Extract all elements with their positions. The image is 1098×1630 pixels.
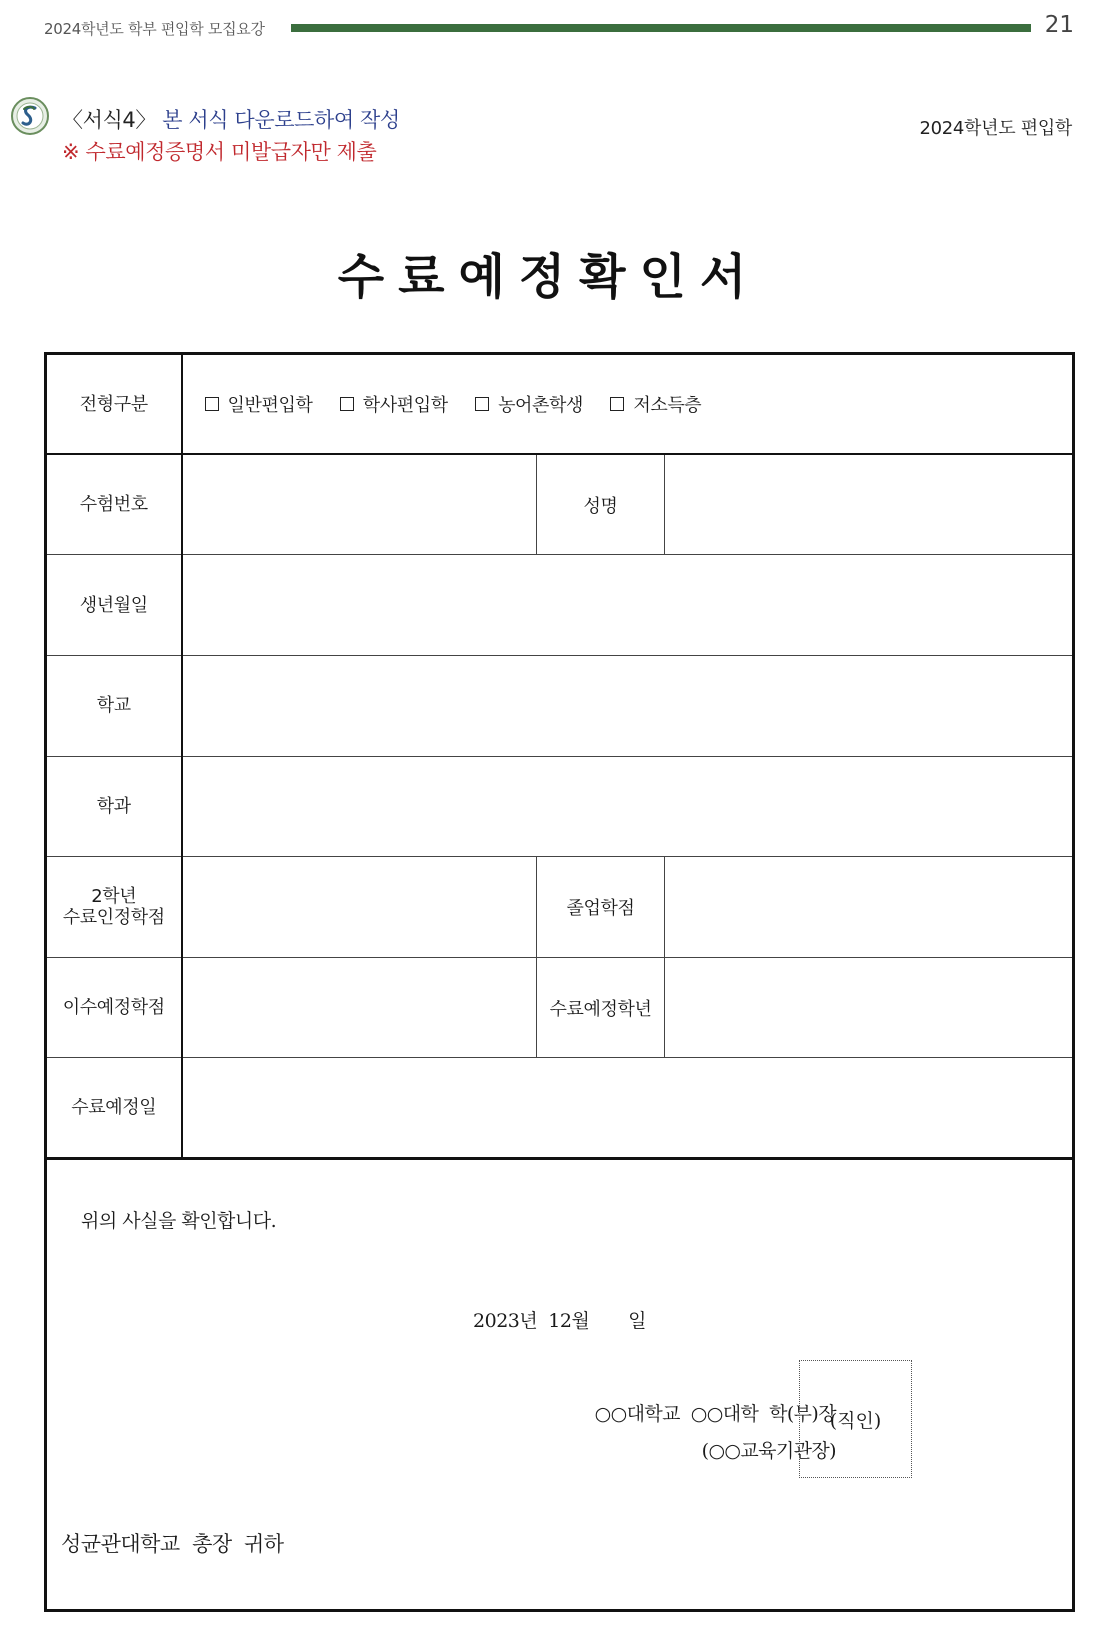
- second-year-credits-label: [46, 857, 182, 958]
- option-label: 저소득층: [633, 395, 702, 417]
- running-header-title: 2024학년도 학부 편입학 모집요강: [44, 20, 265, 38]
- school-label: 학교: [46, 655, 182, 756]
- birth-label: 생년월일: [46, 555, 182, 656]
- form-description: 본 서식 다운로드하여 작성: [162, 108, 400, 132]
- year-label: 2024학년도 편입학: [919, 118, 1072, 139]
- form-number: 〈서식4〉: [62, 108, 156, 132]
- table-row: [46, 957, 1074, 1058]
- category-options: [182, 354, 1074, 455]
- checkbox[interactable]: [205, 397, 219, 411]
- checkbox[interactable]: [475, 397, 489, 411]
- birth-field[interactable]: [182, 555, 1074, 656]
- table-row: [46, 756, 1074, 857]
- confirmation-block: [44, 1158, 1075, 1612]
- option-label: 농어촌학생: [498, 395, 584, 417]
- option-rural[interactable]: [475, 391, 583, 417]
- expected-year-label: 수료예정학년: [537, 957, 665, 1058]
- issue-date: 2023년 12월 일: [473, 1310, 646, 1332]
- second-year-credits-line2: 수료인정학점: [62, 906, 165, 928]
- option-label: 일반편입학: [227, 395, 313, 417]
- addressee: 성균관대학교 총장 귀하: [61, 1532, 284, 1556]
- expected-year-field[interactable]: [665, 957, 1074, 1058]
- running-header: [44, 14, 1074, 44]
- second-year-credits-field[interactable]: [182, 857, 537, 958]
- form-label: [62, 104, 400, 134]
- university-logo-icon: [10, 96, 50, 136]
- graduation-credits-label: 졸업학점: [537, 857, 665, 958]
- category-label: 전형구분: [46, 354, 182, 455]
- expected-date-label: 수료예정일: [46, 1058, 182, 1159]
- table-row: [46, 454, 1074, 555]
- confirmation-statement: 위의 사실을 확인합니다.: [81, 1210, 277, 1232]
- form-table: [44, 352, 1075, 1160]
- issuer-line1: ○○대학교 ○○대학 학(부)장: [594, 1403, 836, 1425]
- table-row: [46, 1058, 1074, 1159]
- document-title: 수료예정확인서: [337, 249, 761, 305]
- department-label: 학과: [46, 756, 182, 857]
- name-field[interactable]: [665, 454, 1074, 555]
- option-label: 학사편입학: [362, 395, 448, 417]
- issuer-line2: (○○교육기관장): [701, 1440, 836, 1462]
- second-year-credits-line1: 2학년: [91, 885, 137, 907]
- table-row: [46, 857, 1074, 958]
- name-label: 성명: [537, 454, 665, 555]
- graduation-credits-field[interactable]: [665, 857, 1074, 958]
- option-bachelor[interactable]: [340, 391, 448, 417]
- table-row: [46, 354, 1074, 455]
- expected-credits-field[interactable]: [182, 957, 537, 1058]
- option-low-income[interactable]: [610, 391, 701, 417]
- submission-note: ※ 수료예정증명서 미발급자만 제출: [62, 140, 377, 164]
- seal-label: (직인): [829, 1409, 882, 1432]
- option-general[interactable]: [205, 391, 313, 417]
- page-number: 21: [1044, 12, 1074, 38]
- official-seal-box: [799, 1360, 912, 1478]
- school-field[interactable]: [182, 655, 1074, 756]
- exam-number-field[interactable]: [182, 454, 537, 555]
- expected-date-field[interactable]: [182, 1058, 1074, 1159]
- department-field[interactable]: [182, 756, 1074, 857]
- expected-credits-label: 이수예정학점: [46, 957, 182, 1058]
- table-row: [46, 555, 1074, 656]
- exam-number-label: 수험번호: [46, 454, 182, 555]
- checkbox[interactable]: [340, 397, 354, 411]
- table-row: [46, 655, 1074, 756]
- checkbox[interactable]: [610, 397, 624, 411]
- header-bar: [291, 24, 1031, 32]
